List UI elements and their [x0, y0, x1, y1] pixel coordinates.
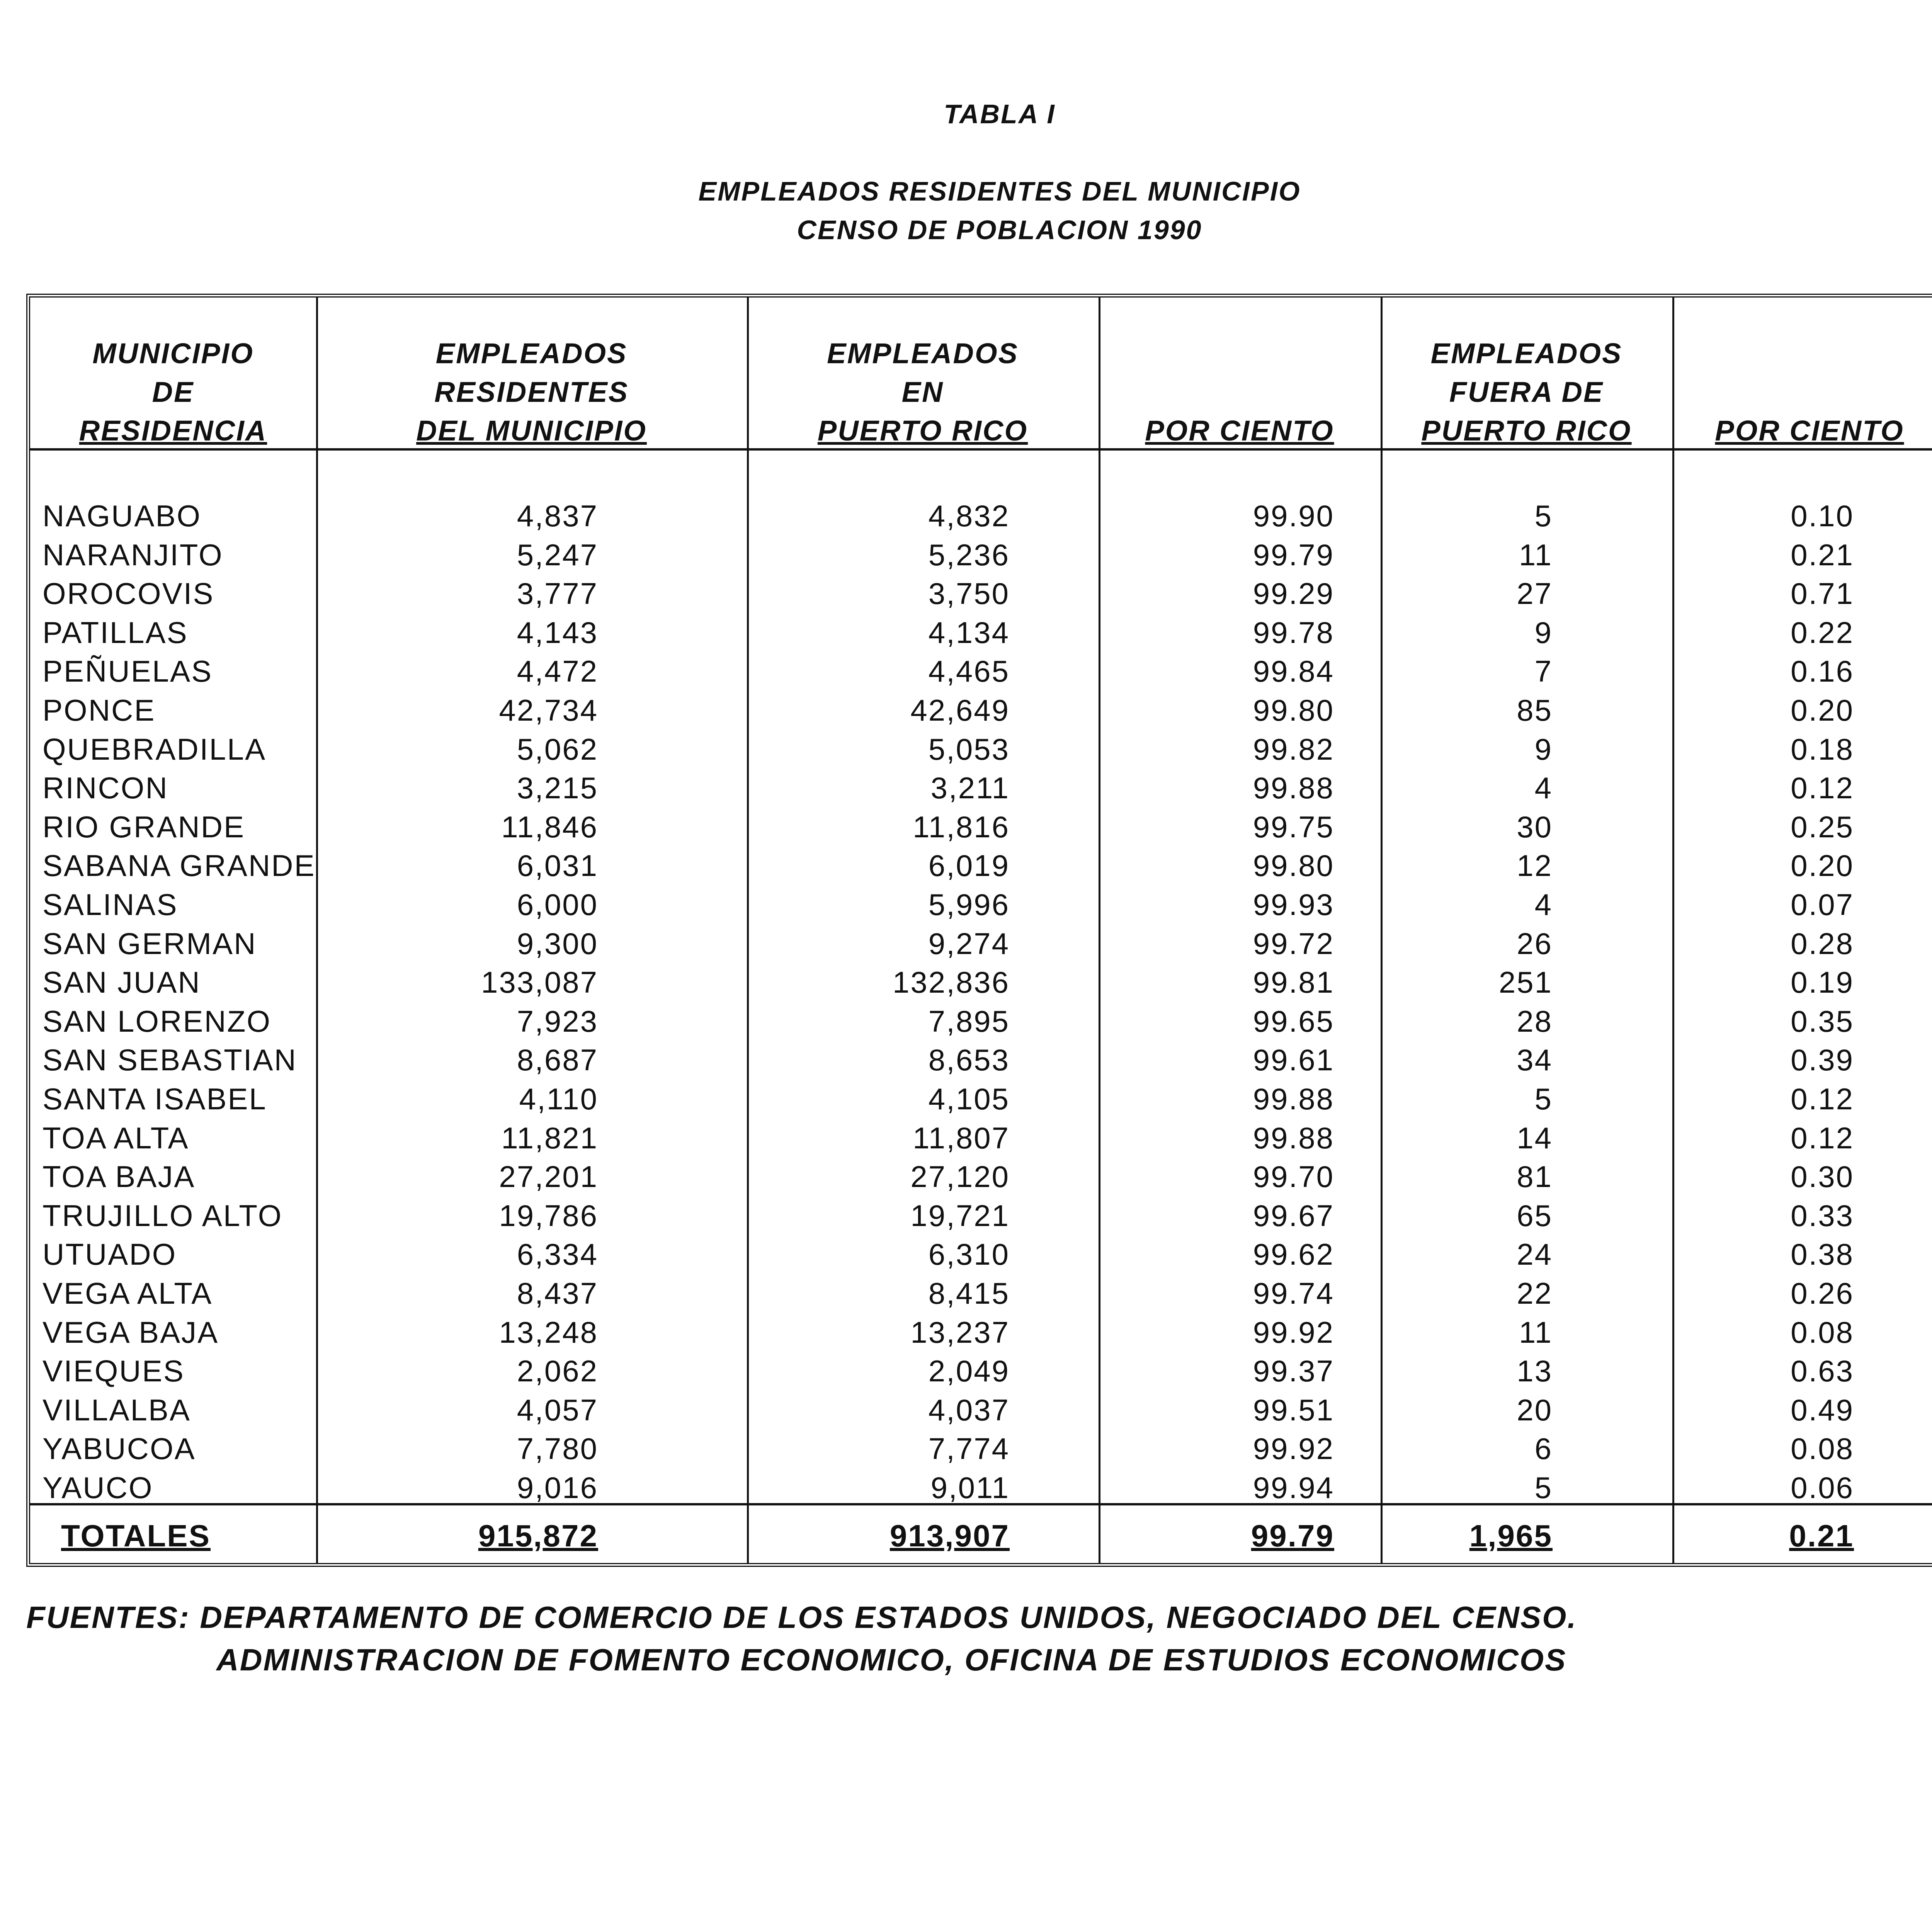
cell-residentes: 6,000	[517, 888, 598, 922]
cell-en-pr: 5,236	[928, 537, 1010, 572]
cell-pct-pr: 99.88	[1253, 1121, 1334, 1155]
table-row	[30, 1041, 1932, 1079]
table-row	[30, 1119, 1932, 1157]
cell-pct-fuera: 0.39	[1791, 1043, 1854, 1077]
cell-en-pr: 5,053	[928, 732, 1010, 766]
cell-pct-fuera: 0.26	[1791, 1276, 1854, 1310]
cell-en-pr: 13,237	[910, 1315, 1010, 1349]
table-row	[30, 846, 1932, 885]
cell-pct-pr: 99.70	[1253, 1160, 1334, 1194]
cell-en-pr: 7,895	[928, 1004, 1010, 1038]
cell-pct-pr: 99.72	[1253, 926, 1334, 961]
cell-fuera: 5	[1534, 499, 1553, 533]
cell-residentes: 4,837	[517, 499, 598, 533]
cell-en-pr: 3,211	[930, 771, 1010, 805]
cell-residentes: 4,110	[519, 1082, 598, 1116]
cell-fuera: 11	[1519, 1315, 1553, 1349]
table-row	[30, 1002, 1932, 1041]
cell-fuera: 14	[1517, 1121, 1553, 1155]
header-empleados-en-pr: EMPLEADOS EN PUERTO RICO	[817, 337, 1028, 447]
cell-pct-fuera: 0.20	[1791, 693, 1854, 727]
table-row	[30, 1080, 1932, 1118]
cell-fuera: 11	[1519, 537, 1553, 572]
cell-pct-fuera: 0.35	[1791, 1004, 1854, 1038]
cell-fuera: 24	[1517, 1237, 1553, 1272]
cell-fuera: 6	[1534, 1432, 1553, 1466]
cell-en-pr: 9,011	[930, 1471, 1010, 1505]
cell-pct-pr: 99.78	[1253, 615, 1334, 650]
cell-municipio: SANTA ISABEL	[43, 1082, 267, 1116]
cell-residentes: 9,016	[517, 1471, 598, 1505]
cell-residentes: 9,300	[517, 926, 598, 961]
cell-pct-pr: 99.67	[1253, 1198, 1334, 1233]
cell-en-pr: 4,037	[928, 1393, 1010, 1427]
table-row	[30, 1429, 1932, 1468]
cell-pct-fuera: 0.12	[1791, 771, 1854, 805]
table-title: TABLA I	[944, 99, 1056, 129]
cell-pct-pr: 99.92	[1253, 1432, 1334, 1466]
cell-residentes: 11,821	[501, 1121, 598, 1155]
cell-municipio: PEÑUELAS	[43, 654, 213, 689]
table-row	[30, 769, 1932, 807]
sources-line-1: FUENTES: DEPARTAMENTO DE COMERCIO DE LOS ESTADOS UNIDOS, NEGOCIADO DEL CENSO.	[26, 1600, 1577, 1634]
cell-residentes: 13,248	[499, 1315, 598, 1349]
cell-pct-pr: 99.29	[1253, 577, 1334, 611]
cell-fuera: 13	[1517, 1354, 1553, 1388]
table-subtitle: EMPLEADOS RESIDENTES DEL MUNICIPIO	[698, 176, 1301, 206]
cell-municipio: RINCON	[43, 771, 168, 805]
totals-row	[30, 1517, 1932, 1555]
cell-residentes: 7,780	[517, 1432, 598, 1466]
cell-municipio: TOA BAJA	[43, 1160, 196, 1194]
cell-pct-pr: 99.90	[1253, 499, 1334, 533]
cell-en-pr: 27,120	[910, 1160, 1010, 1194]
totals-pct-pr: 99.79	[1251, 1519, 1334, 1553]
cell-fuera: 5	[1534, 1471, 1553, 1505]
cell-en-pr: 8,415	[928, 1276, 1010, 1310]
cell-residentes: 4,143	[517, 615, 598, 650]
cell-fuera: 34	[1517, 1043, 1553, 1077]
table-subtitle-census: CENSO DE POBLACION 1990	[797, 215, 1202, 245]
table-row	[30, 924, 1932, 963]
cell-municipio: TRUJILLO ALTO	[43, 1198, 283, 1233]
cell-municipio: VIEQUES	[43, 1354, 185, 1388]
cell-fuera: 9	[1534, 732, 1553, 766]
cell-pct-fuera: 0.25	[1791, 810, 1854, 844]
cell-en-pr: 132,836	[893, 965, 1010, 1000]
cell-fuera: 4	[1534, 888, 1553, 922]
table-row	[30, 1313, 1932, 1352]
cell-municipio: VEGA ALTA	[43, 1276, 213, 1310]
cell-residentes: 5,247	[517, 537, 598, 572]
cell-fuera: 5	[1534, 1082, 1553, 1116]
cell-municipio: RIO GRANDE	[43, 810, 245, 844]
totals-residentes: 915,872	[478, 1519, 598, 1553]
cell-pct-pr: 99.80	[1253, 849, 1334, 883]
cell-residentes: 6,031	[517, 849, 598, 883]
cell-fuera: 22	[1517, 1276, 1553, 1310]
table-row	[30, 1274, 1932, 1313]
cell-pct-fuera: 0.22	[1791, 615, 1854, 650]
cell-pct-pr: 99.65	[1253, 1004, 1334, 1038]
cell-pct-pr: 99.92	[1253, 1315, 1334, 1349]
cell-pct-fuera: 0.18	[1791, 732, 1854, 766]
cell-fuera: 28	[1517, 1004, 1553, 1038]
cell-pct-pr: 99.82	[1253, 732, 1334, 766]
cell-pct-pr: 99.62	[1253, 1237, 1334, 1272]
cell-pct-fuera: 0.21	[1791, 537, 1854, 572]
cell-pct-fuera: 0.12	[1791, 1121, 1854, 1155]
cell-pct-fuera: 0.71	[1791, 577, 1854, 611]
cell-pct-pr: 99.84	[1253, 654, 1334, 689]
header-por-ciento-pr: POR CIENTO	[1145, 415, 1334, 447]
cell-fuera: 65	[1517, 1198, 1553, 1233]
table-row	[30, 963, 1932, 1002]
cell-pct-pr: 99.51	[1253, 1393, 1334, 1427]
cell-municipio: YABUCOA	[43, 1432, 196, 1466]
cell-residentes: 8,437	[517, 1276, 598, 1310]
cell-pct-pr: 99.88	[1253, 771, 1334, 805]
cell-residentes: 19,786	[499, 1198, 598, 1233]
cell-pct-fuera: 0.38	[1791, 1237, 1854, 1272]
cell-pct-pr: 99.79	[1253, 537, 1334, 572]
totals-label: TOTALES	[61, 1519, 211, 1553]
cell-en-pr: 42,649	[910, 693, 1010, 727]
cell-pct-fuera: 0.33	[1791, 1198, 1854, 1233]
cell-pct-fuera: 0.06	[1791, 1471, 1854, 1505]
cell-pct-pr: 99.81	[1253, 965, 1334, 1000]
cell-municipio: VEGA BAJA	[43, 1315, 219, 1349]
header-empleados-residentes: EMPLEADOS RESIDENTES DEL MUNICIPIO	[416, 337, 647, 447]
cell-municipio: SAN JUAN	[43, 965, 201, 1000]
cell-pct-fuera: 0.20	[1791, 849, 1854, 883]
cell-residentes: 7,923	[517, 1004, 598, 1038]
cell-pct-pr: 99.80	[1253, 693, 1334, 727]
cell-municipio: SABANA GRANDE	[43, 849, 316, 883]
cell-fuera: 27	[1517, 577, 1553, 611]
cell-pct-pr: 99.74	[1253, 1276, 1334, 1310]
table-row	[30, 536, 1932, 574]
cell-fuera: 26	[1517, 926, 1553, 961]
cell-municipio: PATILLAS	[43, 615, 188, 650]
cell-en-pr: 6,019	[928, 849, 1010, 883]
cell-pct-pr: 99.61	[1253, 1043, 1334, 1077]
cell-fuera: 9	[1534, 615, 1553, 650]
cell-municipio: SAN SEBASTIAN	[43, 1043, 297, 1077]
table-row	[30, 1235, 1932, 1274]
cell-municipio: SAN GERMAN	[43, 926, 257, 961]
table-row	[30, 730, 1932, 769]
table-row	[30, 652, 1932, 690]
totals-fuera: 1,965	[1469, 1519, 1553, 1553]
cell-municipio: VILLALBA	[43, 1393, 191, 1427]
table-row	[30, 1157, 1932, 1196]
header-empleados-fuera: EMPLEADOS FUERA DE PUERTO RICO	[1421, 337, 1632, 447]
sources-line-2: ADMINISTRACION DE FOMENTO ECONOMICO, OFICINA DE ESTUDIOS ECONOMICOS	[216, 1643, 1567, 1677]
cell-fuera: 7	[1534, 654, 1553, 689]
cell-fuera: 251	[1498, 965, 1553, 1000]
cell-residentes: 42,734	[499, 693, 598, 727]
cell-pct-fuera: 0.08	[1791, 1315, 1854, 1349]
cell-residentes: 133,087	[481, 965, 598, 1000]
data-table	[26, 294, 1932, 1567]
cell-pct-pr: 99.88	[1253, 1082, 1334, 1116]
cell-municipio: QUEBRADILLA	[43, 732, 267, 766]
cell-pct-fuera: 0.19	[1791, 965, 1854, 1000]
cell-en-pr: 4,832	[928, 499, 1010, 533]
cell-pct-pr: 99.94	[1253, 1471, 1334, 1505]
cell-pct-fuera: 0.28	[1791, 926, 1854, 961]
cell-residentes: 8,687	[517, 1043, 598, 1077]
cell-residentes: 2,062	[517, 1354, 598, 1388]
cell-pct-fuera: 0.49	[1791, 1393, 1854, 1427]
cell-en-pr: 7,774	[928, 1432, 1010, 1466]
cell-en-pr: 11,807	[913, 1121, 1010, 1155]
cell-en-pr: 4,134	[928, 615, 1010, 650]
table-row	[30, 1468, 1932, 1507]
table-row	[30, 1196, 1932, 1235]
header-municipio: MUNICIPIO DE RESIDENCIA	[79, 337, 267, 447]
cell-en-pr: 19,721	[910, 1198, 1010, 1233]
cell-municipio: NARANJITO	[43, 537, 223, 572]
totals-en-pr: 913,907	[889, 1519, 1010, 1553]
cell-municipio: OROCOVIS	[43, 577, 214, 611]
cell-en-pr: 3,750	[928, 577, 1010, 611]
header-por-ciento-fuera: POR CIENTO	[1715, 415, 1904, 447]
cell-pct-fuera: 0.63	[1791, 1354, 1854, 1388]
cell-pct-pr: 99.93	[1253, 888, 1334, 922]
cell-pct-fuera: 0.16	[1791, 654, 1854, 689]
cell-municipio: SALINAS	[43, 888, 178, 922]
table-row	[30, 808, 1932, 846]
cell-fuera: 81	[1517, 1160, 1553, 1194]
cell-en-pr: 6,310	[928, 1237, 1010, 1272]
cell-municipio: NAGUABO	[43, 499, 202, 533]
cell-municipio: TOA ALTA	[43, 1121, 189, 1155]
cell-en-pr: 8,653	[928, 1043, 1010, 1077]
table-row	[30, 497, 1932, 535]
table-row	[30, 1391, 1932, 1429]
cell-fuera: 30	[1517, 810, 1553, 844]
table-row	[30, 613, 1932, 652]
cell-pct-fuera: 0.12	[1791, 1082, 1854, 1116]
cell-pct-pr: 99.37	[1253, 1354, 1334, 1388]
cell-fuera: 12	[1517, 849, 1553, 883]
cell-residentes: 4,057	[517, 1393, 598, 1427]
cell-pct-fuera: 0.30	[1791, 1160, 1854, 1194]
table-row	[30, 691, 1932, 730]
table-row	[30, 574, 1932, 613]
cell-municipio: SAN LORENZO	[43, 1004, 272, 1038]
cell-en-pr: 11,816	[913, 810, 1010, 844]
cell-residentes: 6,334	[517, 1237, 598, 1272]
cell-pct-fuera: 0.08	[1791, 1432, 1854, 1466]
cell-en-pr: 2,049	[928, 1354, 1010, 1388]
cell-en-pr: 4,105	[928, 1082, 1010, 1116]
cell-residentes: 11,846	[501, 810, 598, 844]
cell-municipio: UTUADO	[43, 1237, 177, 1272]
cell-municipio: PONCE	[43, 693, 156, 727]
cell-en-pr: 4,465	[928, 654, 1010, 689]
cell-pct-fuera: 0.10	[1791, 499, 1854, 533]
cell-fuera: 85	[1517, 693, 1553, 727]
cell-residentes: 3,777	[517, 577, 598, 611]
cell-residentes: 5,062	[517, 732, 598, 766]
cell-en-pr: 5,996	[928, 888, 1010, 922]
cell-en-pr: 9,274	[928, 926, 1010, 961]
cell-residentes: 3,215	[517, 771, 598, 805]
cell-residentes: 27,201	[499, 1160, 598, 1194]
cell-pct-pr: 99.75	[1253, 810, 1334, 844]
table-row	[30, 1352, 1932, 1390]
cell-fuera: 4	[1534, 771, 1553, 805]
cell-pct-fuera: 0.07	[1791, 888, 1854, 922]
cell-fuera: 20	[1517, 1393, 1553, 1427]
totals-pct-fuera: 0.21	[1789, 1519, 1854, 1553]
cell-residentes: 4,472	[517, 654, 598, 689]
table-row	[30, 885, 1932, 924]
cell-municipio: YAUCO	[43, 1471, 153, 1505]
